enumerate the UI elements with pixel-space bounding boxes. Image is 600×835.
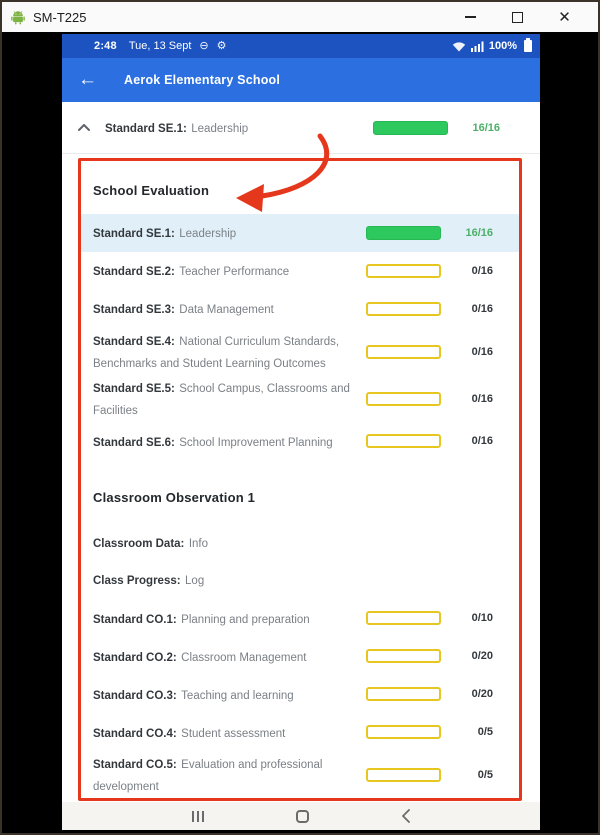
back-button[interactable]: ← — [78, 69, 97, 90]
progress-bar — [366, 226, 441, 240]
standard-row-co1[interactable]: Standard CO.1: Planning and preparation 0/10 — [93, 612, 493, 626]
standard-row-se4[interactable]: Standard SE.4: National Curriculum Standards, Benchmarks and Student Learning Outcomes 0/16 — [93, 336, 493, 370]
status-time: 2:48 — [94, 40, 117, 52]
progress-value: 0/16 — [471, 435, 493, 448]
minimize-button[interactable] — [447, 4, 494, 30]
android-icon — [10, 9, 26, 25]
progress-value: 0/16 — [471, 392, 493, 405]
progress-bar — [366, 345, 441, 359]
standard-row-co5[interactable]: Standard CO.5: Evaluation and professional development 0/5 — [93, 759, 493, 793]
status-date: Tue, 13 Sept — [128, 40, 192, 52]
standard-row-se1[interactable]: Standard SE.1: Leadership 16/16 — [81, 214, 519, 252]
progress-bar — [373, 121, 448, 135]
signal-icon — [471, 41, 484, 52]
progress-value: 0/5 — [477, 726, 493, 739]
progress-value: 0/20 — [471, 650, 493, 663]
progress-value: 0/16 — [471, 345, 493, 358]
section-title-classroom-observation: Classroom Observation 1 — [93, 490, 256, 506]
battery-icon — [524, 40, 532, 52]
maximize-icon — [512, 12, 523, 23]
progress-bar — [366, 434, 441, 448]
home-icon[interactable] — [296, 810, 309, 823]
standard-label: Standard SE.1: Leadership — [105, 122, 249, 135]
expanded-standard-header[interactable] — [62, 102, 540, 154]
maximize-button[interactable] — [494, 4, 541, 30]
chevron-up-icon — [78, 124, 92, 131]
app-bar-title: Aerok Elementary School — [124, 73, 281, 87]
progress-value: 0/16 — [471, 303, 493, 315]
standard-row-co3[interactable]: Standard CO.3: Teaching and learning 0/20 — [93, 688, 493, 702]
classroom-data-link[interactable]: Classroom Data: Info — [93, 537, 209, 550]
android-status-bar — [62, 34, 540, 58]
window-title: SM-T225 — [33, 9, 87, 25]
progress-bar — [366, 687, 441, 701]
device-screen — [62, 34, 540, 830]
progress-bar — [366, 392, 441, 406]
emulator-bezel — [2, 32, 598, 833]
section-title-school-evaluation: School Evaluation — [93, 183, 210, 198]
progress-value: 0/5 — [477, 768, 493, 781]
standard-row-co4[interactable]: Standard CO.4: Student assessment 0/5 — [93, 726, 493, 740]
window-titlebar — [2, 2, 598, 32]
app-bar — [62, 58, 540, 102]
recents-icon[interactable] — [192, 811, 204, 822]
progress-value: 0/16 — [471, 265, 493, 277]
progress-bar — [366, 302, 441, 316]
close-button[interactable] — [541, 4, 588, 30]
back-nav-icon[interactable] — [401, 809, 410, 823]
standard-row-se3[interactable]: Standard SE.3: Data Management 0/16 — [93, 303, 493, 317]
wifi-icon — [452, 41, 466, 52]
progress-bar — [366, 649, 441, 663]
annotation-box — [78, 158, 522, 801]
progress-bar — [366, 611, 441, 625]
progress-bar — [366, 725, 441, 739]
page-content — [62, 102, 540, 802]
close-icon: ✕ — [558, 8, 571, 26]
settings-notification-icon: ⚙ — [216, 39, 227, 52]
progress-value: 0/20 — [471, 688, 493, 701]
android-nav-bar — [62, 802, 540, 830]
progress-value: 16/16 — [472, 121, 500, 134]
standard-row-se2[interactable]: Standard SE.2: Teacher Performance 0/16 — [93, 265, 493, 279]
dnd-icon: ⊖ — [199, 39, 209, 52]
progress-value: 0/10 — [471, 612, 493, 625]
standard-row-se5[interactable]: Standard SE.5: School Campus, Classrooms and Facilities 0/16 — [93, 383, 493, 417]
minimize-icon — [465, 16, 476, 18]
progress-bar — [366, 768, 441, 782]
progress-bar — [366, 264, 441, 278]
class-progress-link[interactable]: Class Progress: Log — [93, 574, 205, 587]
battery-percent: 100% — [488, 40, 517, 52]
progress-value: 16/16 — [465, 227, 493, 239]
standard-row-se6[interactable]: Standard SE.6: School Improvement Planning 0/16 — [93, 435, 493, 449]
standard-row-co2[interactable]: Standard CO.2: Classroom Management 0/20 — [93, 650, 493, 664]
